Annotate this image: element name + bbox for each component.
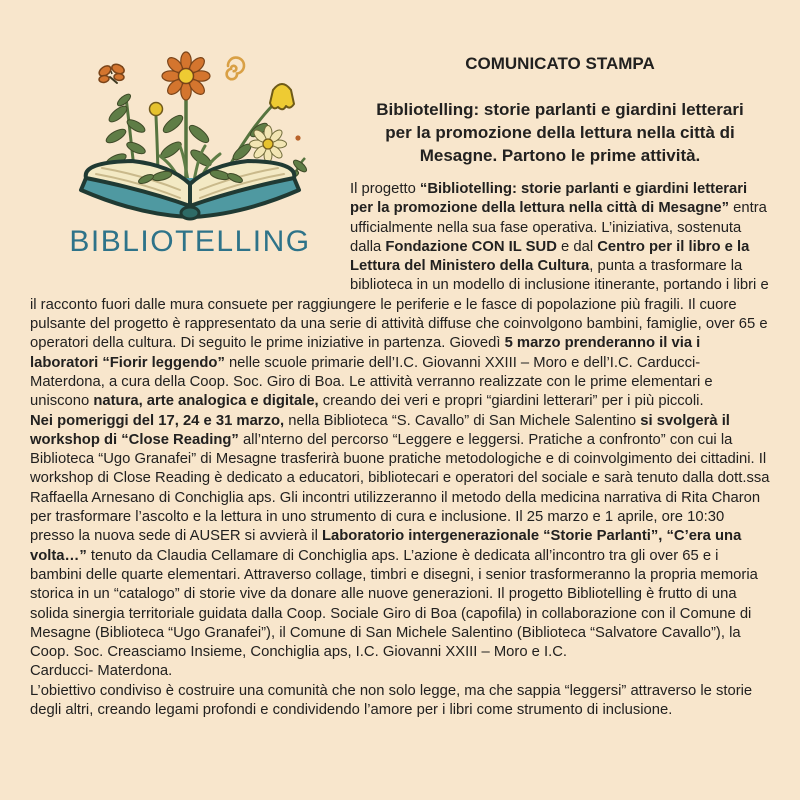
title-line: Bibliotelling: storie parlanti e giardini letterari (376, 100, 744, 119)
open-book-icon (81, 161, 299, 219)
body-paragraph-closing: L’obiettivo condiviso è costruire una comunità che non solo legge, ma che sappia “leggersi” attraverso le storie degli altri, creando legami profondi e condividendo l’amore per i libri come strumento di inclusione. (30, 682, 753, 719)
press-release-label: COMUNICATO STAMPA (465, 54, 655, 73)
book-flowers-logo-icon (70, 44, 310, 224)
logo-wordmark: BIBLIOTELLING (69, 225, 311, 258)
spiral-icon (227, 58, 244, 80)
bibliotelling-logo (30, 32, 350, 292)
title-line: Mesagne. Partono le prime attività. (419, 146, 701, 165)
body-paragraph-partner-line: Carducci- Materdona. (30, 663, 173, 680)
body-paragraph-workshops: Nei pomeriggi del 17, 24 e 31 marzo, nella Biblioteca “S. Cavallo” di San Michele Salentino si svolgerà il workshop di “Close Reading” all’nterno del percorso “Leggere e leggersi. Pratiche a confronto” con cui la Biblioteca “Ugo Granafei” di Mesagne trasferirà buone pratiche metodologiche e di coinvolgimento dei cittadini. Il workshop di Close Reading è dedicato a educatori, bibliotecari e operatori del sociale e sarà tenuto dalla dott.ssa Raffaella Arnesano di Conchiglia aps. Gli incontri utilizzeranno il metodo della medicina narrativa di Rita Charon per trasformare l’ascolto e la lettura in uno strumento di cura e inclusione. Il 25 marzo e 1 aprile, ore 10:30 presso la nuova sede di AUSER si avvierà il Laboratorio intergenerazionale “Storie Parlanti”, “C’era una volta…” tenuto da Claudia Cellamare di Conchiglia aps. L’azione è dedicata all’incontro tra gli over 65 e i bambini delle quarte elementari. Attraverso collage, timbri e disegni, i senior trasformeranno la propria memoria storica in un “catalogo” di storie vive da donare alle nuove generazioni. Il progetto Bibliotelling è frutto di una solida sinergia territoriale guidata dalla Coop. Sociale Giro di Boa (capofila) in collaborazione con il Comune di Mesagne (Biblioteca “Ugo Granafei”), il Comune di San Michele Salentino (Biblioteca “Salvatore Cavallo”), la Coop. Soc. Creasciamo Insieme, Conchiglia aps, I.C. Giovanni XXIII – Moro e I.C. (30, 412, 770, 661)
butterfly-icon (97, 62, 125, 83)
body-paragraph-intro: Il progetto “Bibliotelling: storie parlanti e giardini letterari per la promozione della lettura nella città di Mesagne” entra ufficialmente nella sua fase operativa. L’iniziativa, sostenuta dalla Fondazione CON IL SUD e dal Centro per il libro e la Lettura del Ministero della Cultura, punta a trasformare la biblioteca in un modello di inclusione itinerante, portando i libri e il racconto fuori dalle mura consuete per raggiungere le periferie e le fasce di popolazione più fragili. Il cuore pulsante del progetto è rappresentato da una serie di attività diffuse che coinvolgono bambini, famiglie, over 65 e operatori della cultura. Di seguito le prime iniziative in partenza. Giovedì 5 marzo prenderanno il via i laboratori “Fiorir leggendo” nelle scuole primarie dell’I.C. Giovanni XXIII – Moro e dell’I.C. Carducci- Materdona, a cura della Coop. Soc. Giro di Boa. Le attività verranno realizzate con le prime elementari e uniscono natura, arte analogica e digitale, creando dei veri e propri “giardini letterari” per i più piccoli. (30, 181, 769, 410)
title-line: per la promozione della lettura nella città di (385, 123, 735, 142)
